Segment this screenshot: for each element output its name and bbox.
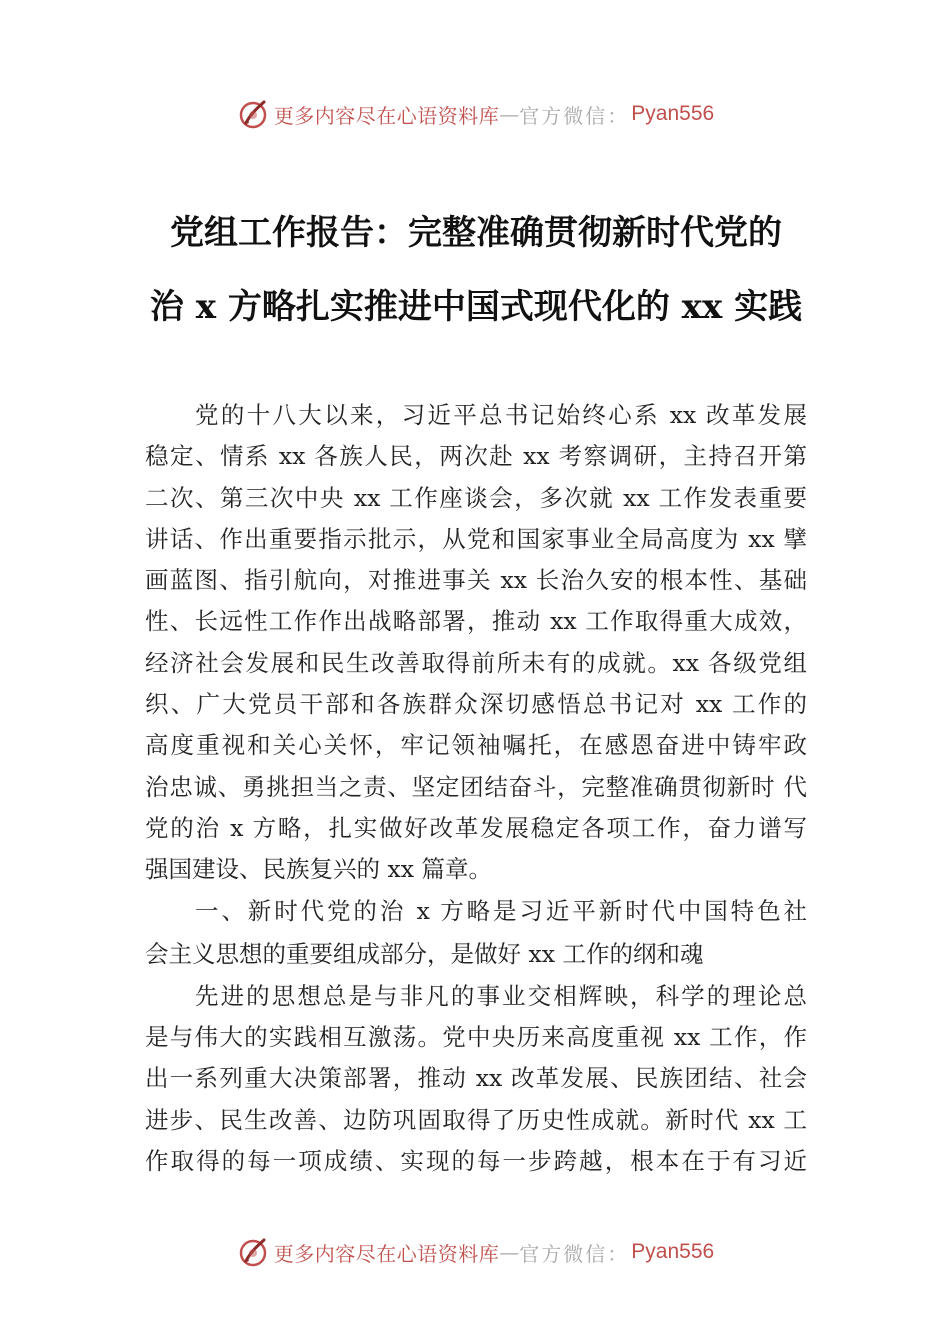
- document-body: [145, 395, 807, 1182]
- banner-text: 更多内容尽在心语资料库: [273, 103, 500, 128]
- banner-wechat-id: Pyan556: [631, 102, 715, 125]
- banner-wechat-label: 官方微信：: [519, 1241, 630, 1266]
- banner-dash: —: [499, 1240, 520, 1264]
- paragraph-line: 二次、第三次中央 xx 工作座谈会，多次就 xx 工作发表重要: [145, 483, 807, 512]
- paragraph-line: 党的十八大以来，习近平总书记始终心系 xx 改革发展: [195, 401, 807, 429]
- paragraph-1: [145, 395, 807, 891]
- paragraph-line: 性、长远性工作作出战略部署，推动 xx 工作取得重大成效，: [145, 607, 807, 636]
- footer-banner: [0, 1232, 950, 1272]
- header-banner: [0, 94, 950, 134]
- banner-text: 更多内容尽在心语资料库: [273, 1241, 500, 1266]
- section-heading-1: [145, 891, 807, 976]
- title-line-1: 党组工作报告：完整准确贯彻新时代党的: [170, 213, 782, 253]
- paragraph-line: 作取得的每一项成绩、实现的每一步跨越，根本在于有习近: [145, 1147, 807, 1176]
- paragraph-line: 经济社会发展和民生改善取得前所未有的成就。xx 各级党组: [145, 648, 807, 677]
- paragraph-line: 讲话、作出重要指示批示，从党和国家事业全局高度为 xx 擘: [145, 524, 807, 553]
- paragraph-line: 强国建设、民族复兴的 xx 篇章。: [145, 855, 492, 884]
- brush-pen-logo-icon: [236, 97, 270, 131]
- paragraph-2: [145, 976, 807, 1182]
- document-title: [145, 196, 807, 344]
- paragraph-line: 高度重视和关心关怀，牢记领袖嘱托，在感恩奋进中铸牢政: [145, 731, 807, 760]
- banner-dash: —: [499, 102, 520, 126]
- heading-line: 会主义思想的重要组成部分，是做好 xx 工作的纲和魂: [145, 939, 704, 968]
- paragraph-line: 先进的思想总是与非凡的事业交相辉映，科学的理论总: [195, 981, 807, 1010]
- paragraph-line: 稳定、情系 xx 各族人民，两次赴 xx 考察调研，主持召开第: [145, 442, 807, 471]
- heading-line: 一、新时代党的治 x 方略是习近平新时代中国特色社: [195, 896, 807, 925]
- title-line-2: 治 x 方略扎实推进中国式现代化的 xx 实践: [149, 287, 803, 327]
- paragraph-line: 治忠诚、勇挑担当之责、坚定团结奋斗，完整准确贯彻新时 代: [145, 772, 807, 801]
- paragraph-line: 出一系列重大决策部署，推动 xx 改革发展、民族团结、社会: [145, 1064, 807, 1093]
- paragraph-line: 是与伟大的实践相互激荡。党中央历来高度重视 xx 工作，作: [145, 1023, 807, 1052]
- paragraph-line: 进步、民生改善、边防巩固取得了历史性成就。新时代 xx 工: [145, 1105, 807, 1134]
- brush-pen-logo-icon: [236, 1235, 270, 1269]
- paragraph-line: 织、广大党员干部和各族群众深切感悟总书记对 xx 工作的: [145, 690, 807, 719]
- paragraph-line: 画蓝图、指引航向，对推进事关 xx 长治久安的根本性、基础: [145, 566, 807, 595]
- banner-wechat-label: 官方微信：: [519, 103, 630, 128]
- paragraph-line: 党的治 x 方略，扎实做好改革发展稳定各项工作，奋力谱写: [145, 813, 807, 842]
- banner-wechat-id: Pyan556: [631, 1240, 715, 1263]
